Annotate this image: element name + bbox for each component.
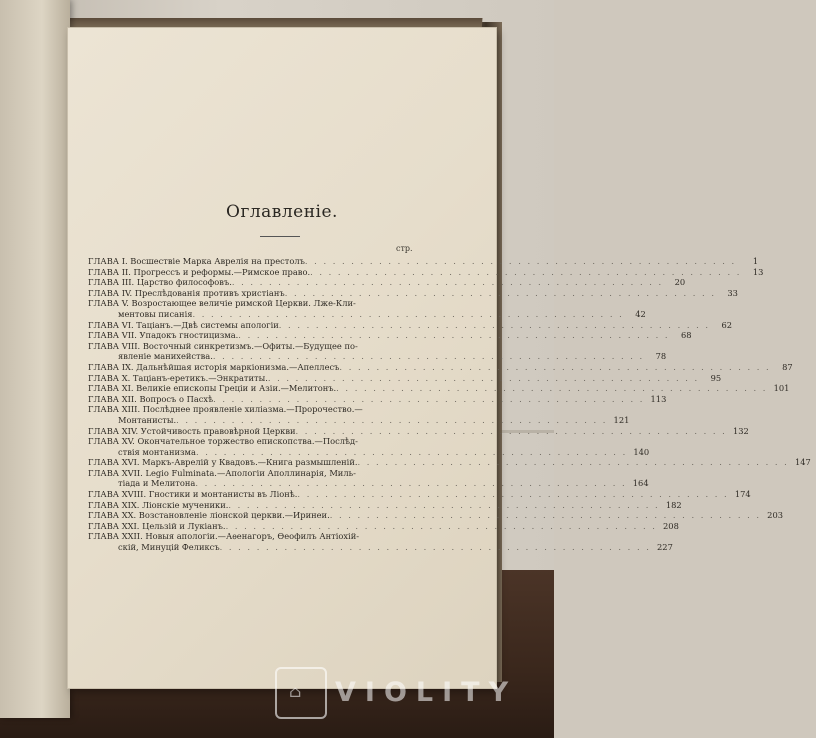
toc-entry-title: ментовы писанія [118,308,193,319]
toc-entry-title: ГЛАВА XVI. Маркъ-Аврелій у Квадовъ.—Книга размышленій. [88,457,358,468]
toc-entry [88,298,426,309]
toc-entry-page: 95 [710,372,722,383]
toc-entry-page: 227 [657,542,673,553]
toc-entry [88,287,738,299]
toc-entry [88,436,426,447]
toc-entry [88,372,722,384]
toc-entry-title: ГЛАВА III. Царство философовъ. [88,277,232,288]
toc-leader-dots [176,415,607,426]
toc-leader-dots [196,447,627,458]
page-column-label: стр. [396,244,413,253]
toc-entry-page: 164 [632,478,649,489]
toc-entry [88,330,692,341]
toc-entry-page: 113 [650,393,667,404]
toc-entry-title: ГЛАВА II. Прогрессъ и реформы.—Римское право. [88,266,311,277]
toc-entry-title: ГЛАВА VII. Упадокъ гностицизма. [88,330,239,341]
toc-entry-page [789,436,811,447]
toc-entry-page [789,341,811,352]
toc-entry-page: 87 [782,361,793,372]
toc-entry [88,383,790,394]
toc-leader-dots [336,383,767,394]
toc-entry [88,404,426,415]
toc-leader-dots [358,457,789,468]
toc-entry [88,414,630,426]
toc-entry-page: 147 [794,457,811,468]
toc-entry [88,446,650,458]
toc-entry-title: ГЛАВА XIV. Устойчивость правовѣрной Церкви [88,425,296,436]
toc-entry-title: ГЛАВА VI. Таціанъ.—Двѣ системы апологіи [88,319,279,330]
toc-entry-title: ГЛАВА X. Таціанъ-еретикъ.—Энкратиты. [88,372,268,383]
toc-entry [88,457,811,468]
toc-entry [88,468,426,479]
toc-entry [88,499,682,511]
toc-entry-page: 121 [613,414,630,425]
toc-entry [88,393,667,405]
toc-entry [88,489,751,500]
toc-entry-title: ГЛАВА XVIII. Гностики и монтанисты въ Ліонѣ. [88,489,298,500]
toc-entry [88,319,733,331]
toc-leader-dots [268,373,699,384]
toc-entry-title: ГЛАВА XIII. Послѣднее проявленіе хиліазма.—Пророчество.— [88,404,363,415]
toc-entry-title: ГЛАВА XV. Окончательное торжество епископства.—Послѣд- [88,436,358,447]
toc-entry-title: ГЛАВА XIX. Ліонскіе мученики. [88,499,229,510]
toc-entry-page: 140 [633,446,650,457]
toc-entry [88,361,793,373]
toc-entry-page: 1 [752,256,759,266]
table-of-contents [88,256,811,553]
toc-entry-page: 208 [663,520,679,531]
toc-entry-title: тіада и Мелитона [118,478,196,489]
toc-entry-title: ГЛАВА XI. Великіе епископы Греціи и Азіи.—Мелитонъ. [88,383,337,394]
toc-entry-title: ГЛАВА V. Возростающее величіе римской Церкви. Лже-Кли- [88,298,356,309]
toc-entry [88,531,426,542]
toc-leader-dots [297,489,728,500]
toc-leader-dots [305,256,736,267]
toc-entry-title: ГЛАВА XII. Вопросъ о Пасхѣ [88,393,214,404]
toc-entry [88,542,673,553]
toc-entry [88,351,667,362]
toc-leader-dots [238,330,669,341]
toc-leader-dots [279,320,710,331]
toc-leader-dots [285,288,716,299]
toc-leader-dots [228,500,659,511]
toc-leader-dots [330,510,761,521]
toc-entry-page: 42 [635,308,646,319]
toc-entry [88,520,679,532]
toc-entry-page: 203 [767,510,784,521]
toc-leader-dots [226,521,657,532]
toc-entry-title: ствія монтанизма [118,446,196,457]
toc-entry-page: 174 [734,489,751,500]
toc-entry-title: ГЛАВА XXI. Цельзій и Лукіанъ. [88,520,226,531]
toc-entry-title: скій, Минуцій Феликсъ [118,542,220,553]
toc-leader-dots [195,478,626,489]
toc-entry-page: 182 [665,499,682,510]
toc-entry [88,510,784,521]
toc-entry-page [790,531,812,542]
toc-entry-page: 13 [752,266,764,277]
toc-entry [88,425,749,437]
toc-entry-title: ГЛАВА I. Восшествіе Марка Аврелія на престолъ [88,256,305,266]
toc-leader-dots [213,394,644,405]
toc-entry-title: ГЛАВА XXII. Новыя апологіи.—Аѳенагоръ, Ѳеофилъ Антіохій- [88,531,360,542]
title-rule [260,236,300,237]
toc-entry-page: 132 [732,425,749,436]
toc-entry-page [794,404,816,415]
toc-entry-page: 78 [655,351,667,362]
toc-leader-dots [310,267,741,278]
toc-leader-dots [232,277,663,288]
toc-entry [88,256,759,267]
toc-entry-title: ГЛАВА XX. Возстановленіе ліонской церкви.—Иринеи. [88,510,330,521]
toc-entry-title: явленіе манихейства. [118,351,213,362]
book-page [68,28,811,688]
toc-entry [88,277,686,288]
toc-entry-title: ГЛАВА IX. Дальнѣйшая исторія маркіонизма.—Апеллесъ [88,361,340,372]
watermark-logo-icon: ⌂ [275,667,327,719]
page-title: Оглавленіе. [226,202,338,222]
toc-entry [88,478,649,489]
toc-leader-dots [213,351,644,362]
toc-entry-page [787,468,809,479]
toc-entry-title: Монтанисты. [118,414,177,425]
toc-entry-page: 33 [727,287,738,298]
toc-entry-title: ГЛАВА VIII. Восточный синкретизмъ.—Офиты.—Будущее по- [88,340,358,351]
left-book-page [0,0,70,718]
toc-leader-dots [220,542,651,553]
toc-entry-page: 68 [681,330,692,341]
toc-entry-page [787,298,809,309]
watermark-text: VIOLITY [335,677,518,708]
toc-entry [88,341,426,352]
toc-leader-dots [192,309,623,320]
toc-leader-dots [339,362,770,373]
toc-entry-page: 62 [721,319,733,330]
toc-entry [88,266,764,278]
toc-entry [88,308,646,320]
watermark [275,667,518,717]
toc-leader-dots [296,426,727,437]
toc-entry-page: 101 [773,383,790,394]
toc-entry-title: ГЛАВА IV. Преслѣдованія противъ христіанъ [88,287,285,298]
toc-entry-page: 20 [674,277,686,288]
toc-entry-title: ГЛАВА XVII. Legio Fulminata.—Апологіи Аполлинарія, Миль- [88,467,356,478]
